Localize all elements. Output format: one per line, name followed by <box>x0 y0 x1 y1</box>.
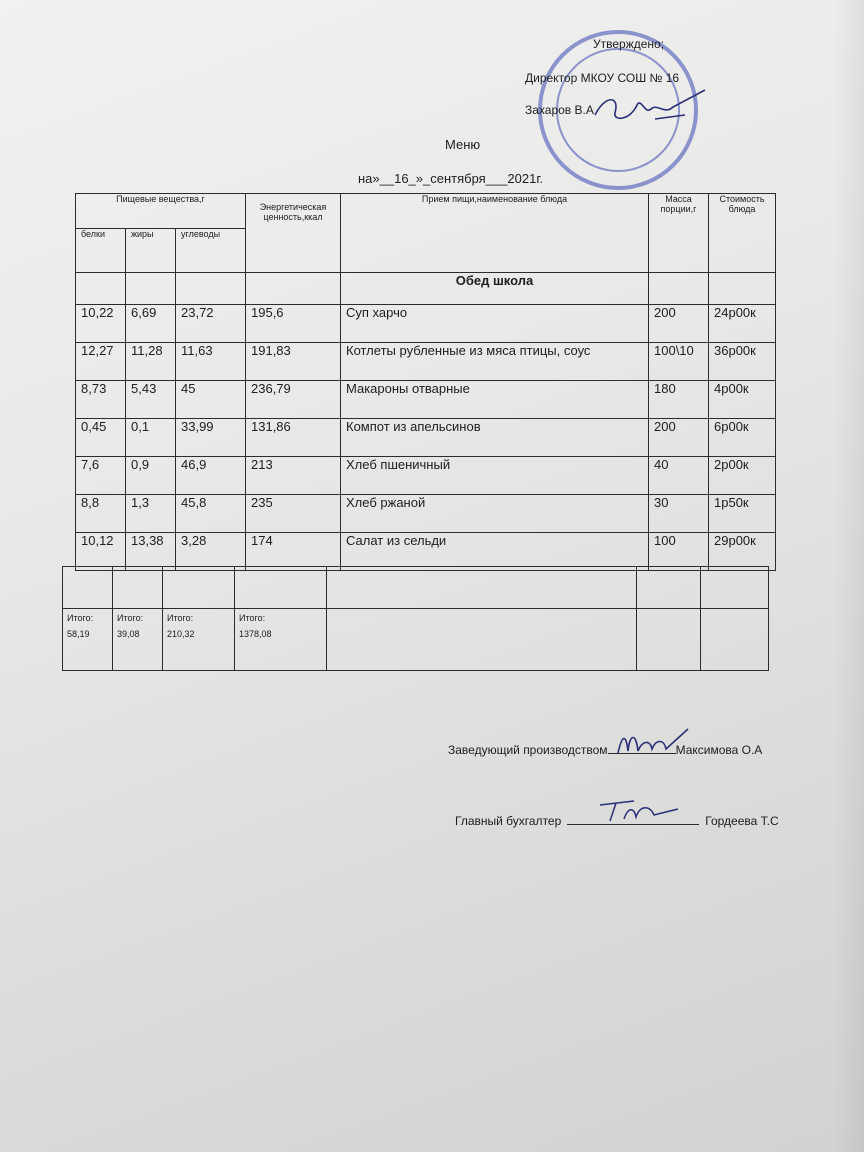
dish-name: Компот из апельсинов <box>341 419 649 457</box>
director-line: Директор МКОУ СОШ № 16 <box>525 71 680 85</box>
date-line: на»__16_»_сентября___2021г. <box>358 171 544 186</box>
carbs-cell: 45 <box>176 381 246 419</box>
header-nutrients: Пищевые вещества,г <box>76 194 246 229</box>
total-fats <box>113 609 163 671</box>
empty-cell <box>126 273 176 305</box>
empty-cell <box>113 567 163 609</box>
accountant-title: Главный бухгалтер <box>455 814 562 828</box>
mass-cell: 30 <box>649 495 709 533</box>
empty-cell <box>701 567 769 609</box>
energy-cell: 213 <box>246 457 341 495</box>
empty-cell <box>649 273 709 305</box>
total-label: Итого: <box>239 613 266 623</box>
empty-cell <box>709 273 776 305</box>
empty-cell <box>63 567 113 609</box>
total-proteins <box>63 609 113 671</box>
carbs-cell: 11,63 <box>176 343 246 381</box>
section-title: Обед школа <box>341 273 649 305</box>
table-row <box>76 457 776 495</box>
proteins-cell: 8,8 <box>76 495 126 533</box>
head-title: Заведующий производством <box>448 743 608 757</box>
energy-cell: 235 <box>246 495 341 533</box>
energy-cell: 174 <box>246 533 341 571</box>
proteins-cell: 10,22 <box>76 305 126 343</box>
cost-cell: 2р00к <box>709 457 776 495</box>
mass-cell: 100\10 <box>649 343 709 381</box>
header-fats: жиры <box>126 229 176 273</box>
empty-cell <box>246 273 341 305</box>
table-row <box>76 495 776 533</box>
total-energy <box>235 609 327 671</box>
empty-cell <box>176 273 246 305</box>
proteins-cell: 12,27 <box>76 343 126 381</box>
director-name: Захаров В.А <box>525 103 594 117</box>
accountant-name: Гордеева Т.С <box>705 814 779 828</box>
energy-cell: 131,86 <box>246 419 341 457</box>
total-carbs <box>163 609 235 671</box>
page-shadow <box>834 0 864 1152</box>
empty-cell <box>327 609 637 671</box>
head-name: Максимова О.А <box>675 743 763 757</box>
cost-cell: 6р00к <box>709 419 776 457</box>
carbs-cell: 33,99 <box>176 419 246 457</box>
dish-name: Хлеб пшеничный <box>341 457 649 495</box>
page-title: Меню <box>445 137 481 152</box>
cost-cell: 36р00к <box>709 343 776 381</box>
fats-cell: 5,43 <box>126 381 176 419</box>
fats-cell: 6,69 <box>126 305 176 343</box>
fats-cell: 13,38 <box>126 533 176 571</box>
header-proteins: белки <box>76 229 126 273</box>
proteins-cell: 8,73 <box>76 381 126 419</box>
total-label: Итого: <box>67 613 94 623</box>
empty-cell <box>637 609 701 671</box>
proteins-cell: 7,6 <box>76 457 126 495</box>
energy-cell: 191,83 <box>246 343 341 381</box>
approval-label: Утверждено; <box>593 37 665 51</box>
fats-cell: 0,9 <box>126 457 176 495</box>
table-row <box>76 381 776 419</box>
total-value: 58,19 <box>67 629 90 639</box>
carbs-cell: 46,9 <box>176 457 246 495</box>
dish-name: Хлеб ржаной <box>341 495 649 533</box>
empty-cell <box>76 273 126 305</box>
energy-cell: 195,6 <box>246 305 341 343</box>
carbs-cell: 3,28 <box>176 533 246 571</box>
total-label: Итого: <box>117 613 144 623</box>
carbs-cell: 45,8 <box>176 495 246 533</box>
fats-cell: 11,28 <box>126 343 176 381</box>
carbs-cell: 23,72 <box>176 305 246 343</box>
proteins-cell: 0,45 <box>76 419 126 457</box>
table-row <box>76 343 776 381</box>
cost-cell: 29р00к <box>709 533 776 571</box>
table-row <box>76 419 776 457</box>
cost-cell: 4р00к <box>709 381 776 419</box>
totals-row <box>63 609 769 671</box>
mass-cell: 200 <box>649 305 709 343</box>
total-value: 39,08 <box>117 629 140 639</box>
empty-cell <box>637 567 701 609</box>
mass-cell: 180 <box>649 381 709 419</box>
menu-table <box>75 193 776 571</box>
header-energy: Энергетическая ценность,ккал <box>246 194 341 273</box>
empty-cell <box>235 567 327 609</box>
cost-cell: 24р00к <box>709 305 776 343</box>
total-label: Итого: <box>167 613 194 623</box>
header-carbs: углеводы <box>176 229 246 273</box>
mass-cell: 100 <box>649 533 709 571</box>
dish-name: Макароны отварные <box>341 381 649 419</box>
fats-cell: 1,3 <box>126 495 176 533</box>
total-value: 210,32 <box>167 629 195 639</box>
table-row <box>76 533 776 571</box>
total-value: 1378,08 <box>239 629 272 639</box>
accountant-signature <box>594 795 684 825</box>
empty-cell <box>327 567 637 609</box>
energy-cell: 236,79 <box>246 381 341 419</box>
mass-cell: 200 <box>649 419 709 457</box>
fats-cell: 0,1 <box>126 419 176 457</box>
dish-name: Суп харчо <box>341 305 649 343</box>
director-signature <box>585 85 710 130</box>
header-cost: Стоимость блюда <box>709 194 776 273</box>
mass-cell: 40 <box>649 457 709 495</box>
head-signature <box>612 725 692 760</box>
table-row <box>76 305 776 343</box>
totals-table <box>62 566 769 671</box>
dish-name: Котлеты рубленные из мяса птицы, соус <box>341 343 649 381</box>
proteins-cell: 10,12 <box>76 533 126 571</box>
empty-cell <box>163 567 235 609</box>
empty-cell <box>701 609 769 671</box>
head-of-production-line <box>448 741 762 757</box>
cost-cell: 1р50к <box>709 495 776 533</box>
header-mass: Масса порции,г <box>649 194 709 273</box>
dish-name: Салат из сельди <box>341 533 649 571</box>
header-meal: Прием пищи,наименование блюда <box>341 194 649 273</box>
